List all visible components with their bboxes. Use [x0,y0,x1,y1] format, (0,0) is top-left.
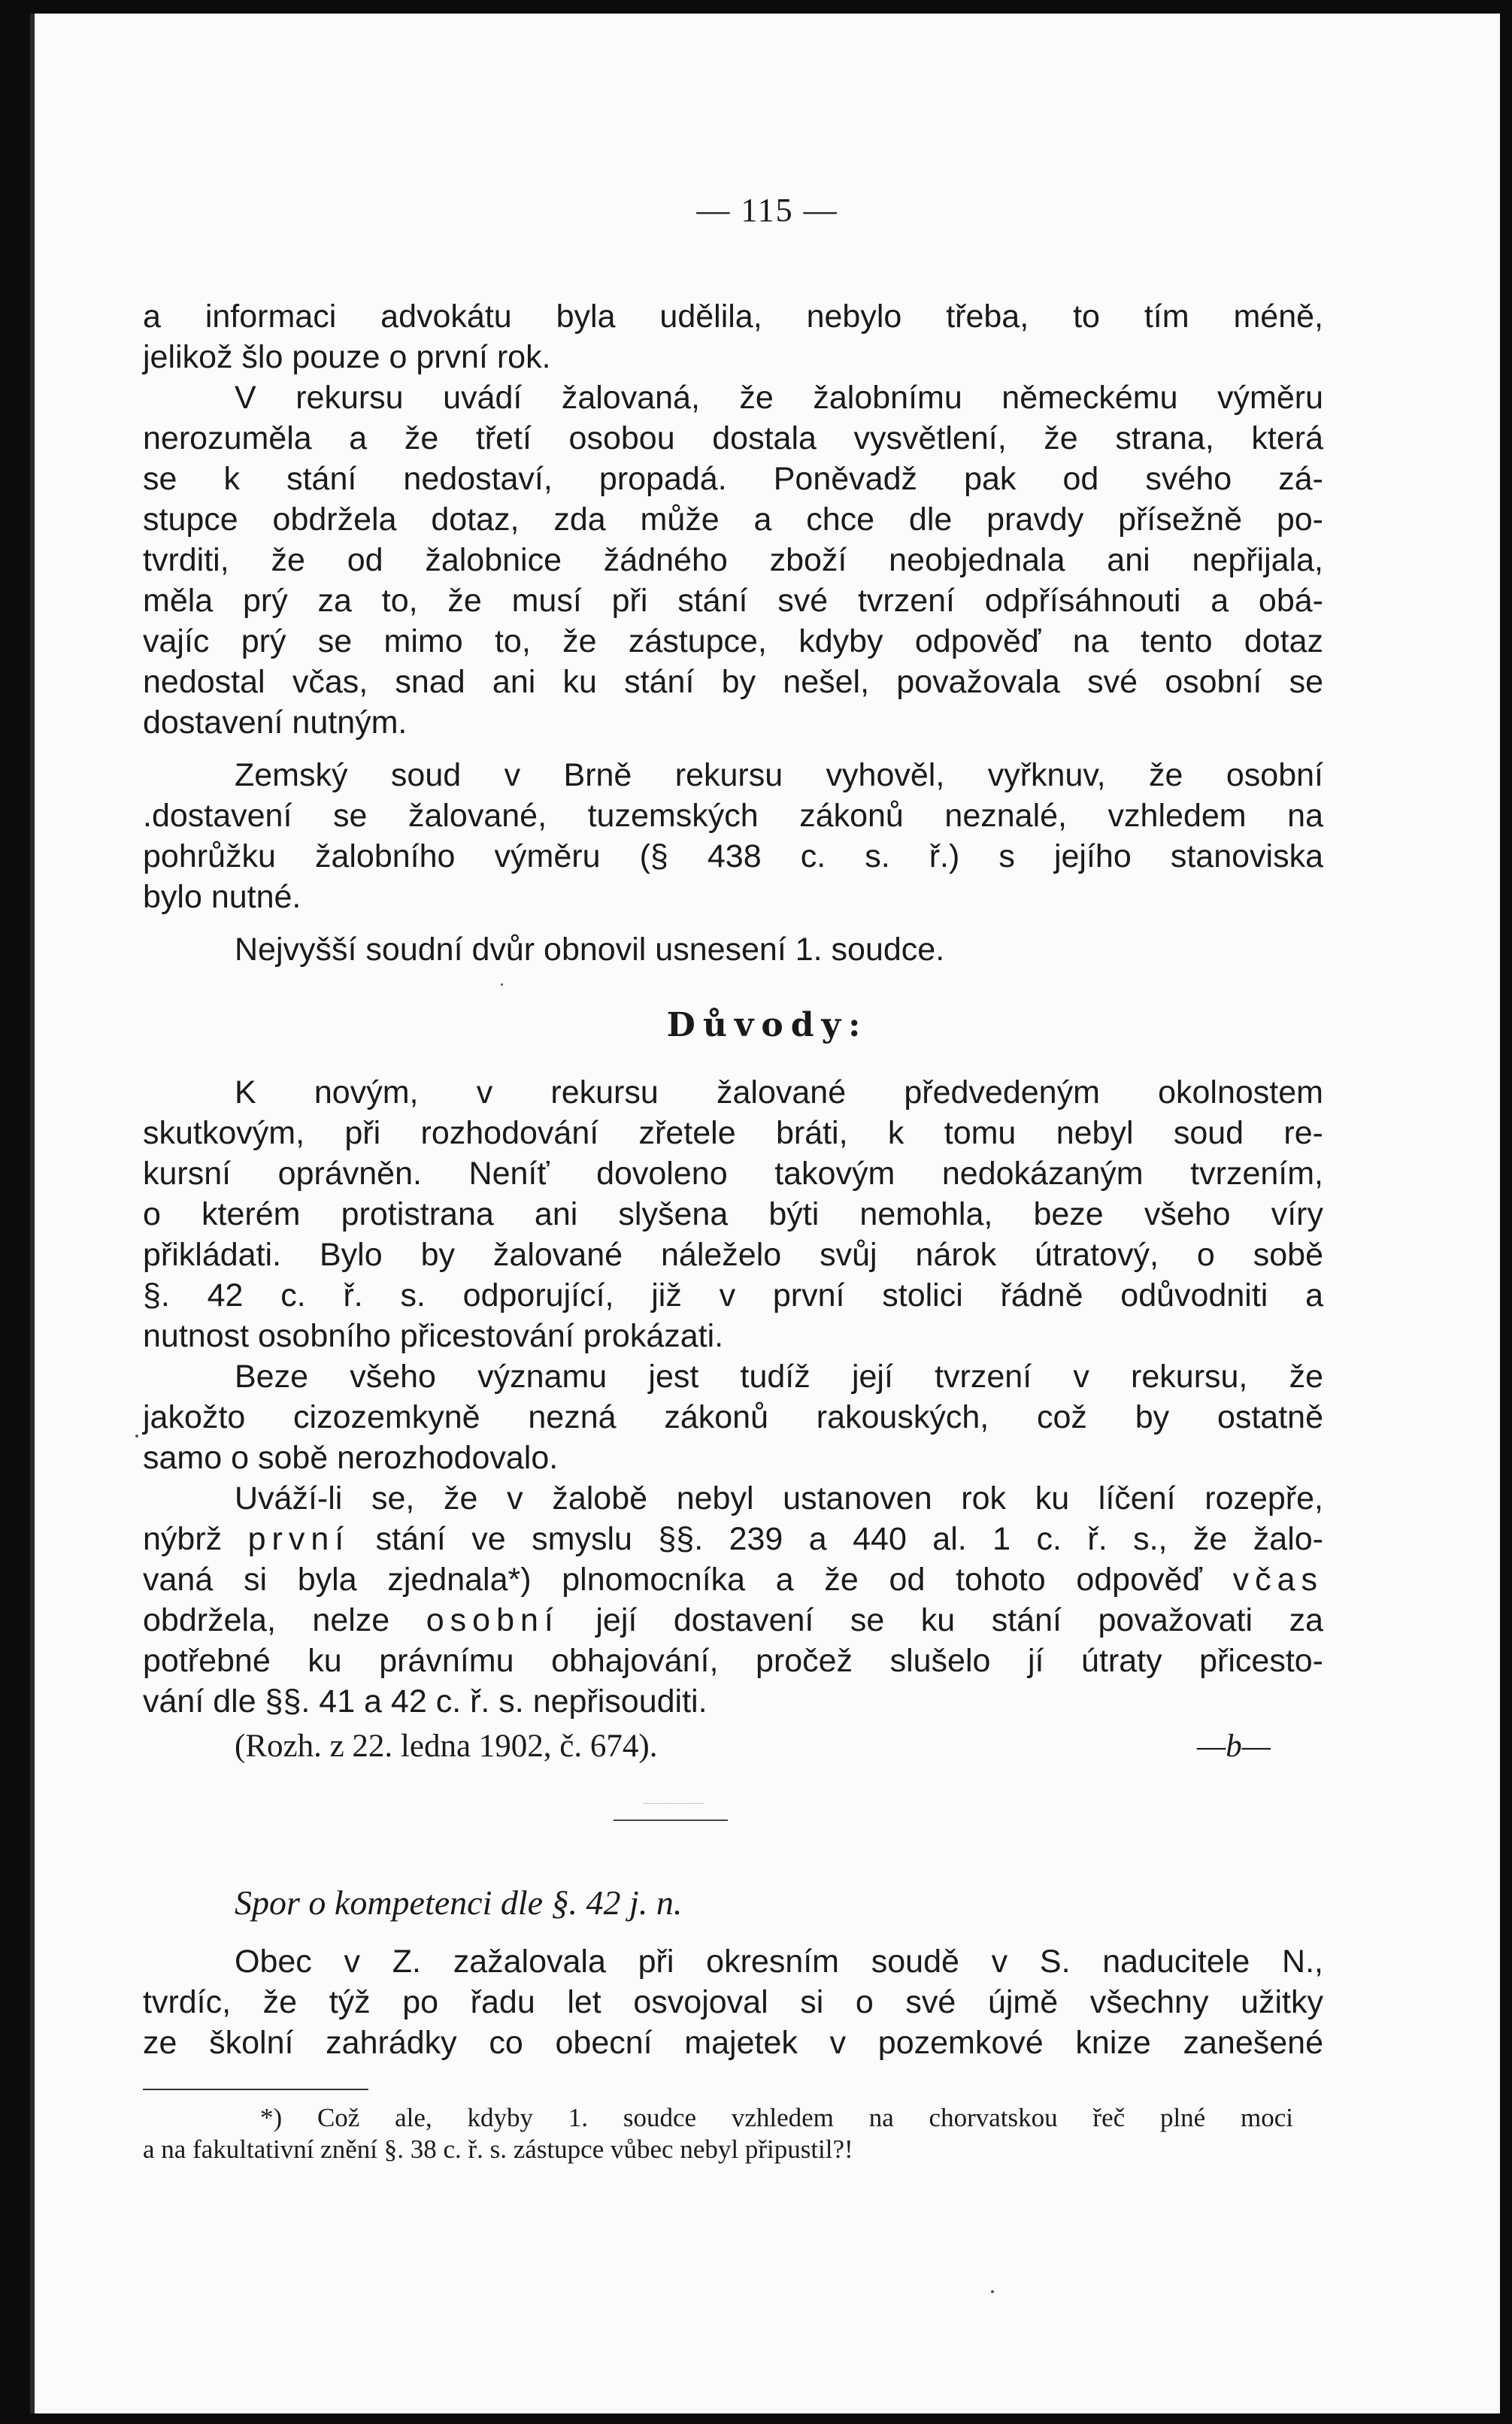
text-line: a informaci advokátu byla udělila, nebylo třeba, to tím méně, [143,298,1323,335]
text-line: Beze všeho významu jest tudíž její tvrzení v rekursu, že [235,1359,1323,1395]
text-line: Obec v Z. zažalovala při okresním soudě v S. naducitele N., [235,1944,1323,1980]
scan-speck [991,2290,994,2293]
text-line: tvrditi, že od žalobnice žádného zboží neobjednala ani nepřijala, [143,542,1323,578]
text-line: o kterém protistrana ani slyšena býti nemohla, beze všeho víry [143,1196,1323,1232]
text-line: samo o sobě nerozhodovalo. [143,1440,559,1476]
text-line: Nejvyšší soudní dvůr obnovil usnesení 1. soudce. [235,932,945,968]
text-line: nedostal včas, snad ani ku stání by nešel, považovala své osobní se [143,664,1323,700]
document-page [30,14,1500,2413]
text-line: pohrůžku žalobního výměru (§ 438 c. s. ř.) s jejího stanoviska [143,838,1323,874]
body-text-section2 [143,1941,1323,2063]
author-signature: —b— [1197,1729,1271,1764]
text-fragment: nýbrž [143,1521,248,1557]
spaced-emphasis: osobní [426,1602,559,1638]
spaced-emphasis: včas [1232,1562,1323,1598]
text-line: K novým, v rekursu žalované předvedeným okolnostem [235,1074,1323,1110]
text-line: V rekursu uvádí žalovaná, že žalobnímu německému výměru [235,380,1323,416]
citation-line [143,1726,1323,1767]
dotted-separator [644,1803,704,1804]
text-line: bylo nutné. [143,879,301,915]
text-fragment: stání ve smyslu §§. 239 a 440 al. 1 c. ř. s., že žalo- [350,1521,1323,1557]
footnote-rule [143,2089,368,2090]
text-line: tvrdíc, že týž po řadu let osvojoval si o své újmě všechny užitky [143,1984,1323,2020]
text-line [143,1559,1323,1600]
text-line: vání dle §§. 41 a 42 c. ř. s. nepřisouditi. [143,1683,708,1720]
section-heading: Důvody: [666,1006,868,1044]
footnote-line: *) Což ale, kdyby 1. soudce vzhledem na chorvatskou řeč plné moci [260,2103,1293,2132]
text-line: ze školní zahrádky co obecní majetek v pozemkové knize zanešené [143,2025,1323,2061]
footnote-line: a na fakultativní znění §. 38 c. ř. s. zástupce vůbec nebyl připustil?! [143,2135,853,2164]
scan-speck [501,983,503,986]
text-line: kursní oprávněn. Neníť dovoleno takovým nedokázaným tvrzením, [143,1156,1323,1192]
citation-text: (Rozh. z 22. ledna 1902, č. 674). [235,1729,658,1764]
text-line: nutnost osobního přicestování prokázati. [143,1318,724,1354]
scan-speck [135,1435,138,1438]
text-line: stupce obdržela dotaz, zda může a chce dle pravdy přísežně po- [143,501,1323,538]
spaced-emphasis: první [247,1521,350,1557]
text-fragment: její dostavení se ku stání považovati za [559,1602,1323,1638]
text-line: jelikož šlo pouze o první rok. [143,339,551,375]
page-number: — 115 — [696,192,838,229]
text-line: potřebné ku právnímu obhajování, pročež slušelo jí útraty přicesto- [143,1643,1323,1679]
footnote [143,2102,1293,2165]
text-fragment: obdržela, nelze [143,1602,426,1638]
body-text-lower [143,1072,1323,1767]
text-line: skutkovým, při rozhodování zřetele bráti, k tomu nebyl soud re- [143,1115,1323,1151]
text-line: vajíc prý se mimo to, že zástupce, kdyby odpověď na tento dotaz [143,623,1323,659]
section-title: Spor o kompetenci dle §. 42 j. n. [235,1883,683,1922]
text-line: nerozuměla a že třetí osobou dostala vysvětlení, že strana, která [143,420,1323,456]
text-line: jakožto cizozemkyně nezná zákonů rakouských, což by ostatně [143,1399,1323,1435]
text-line: .dostavení se žalované, tuzemských zákonů neznalé, vzhledem na [143,798,1323,834]
text-line: Uváží-li se, že v žalobě nebyl ustanoven rok ku líčení rozepře, [235,1480,1323,1517]
text-line [143,1519,1323,1559]
text-line: se k stání nedostaví, propadá. Poněvadž pak od svého zá- [143,461,1323,497]
text-line: přikládati. Bylo by žalované náleželo svůj nárok útratový, o sobě [143,1237,1323,1273]
text-line: dostavení nutným. [143,704,408,741]
text-line: měla prý za to, že musí při stání své tvrzení odpřísáhnouti a obá- [143,583,1323,619]
text-line: Zemský soud v Brně rekursu vyhověl, vyřknuv, že osobní [235,757,1323,793]
body-text-upper [143,296,1323,970]
text-line [143,1600,1323,1641]
text-line: §. 42 c. ř. s. odporující, již v první stolici řádně odůvodniti a [143,1277,1323,1314]
text-fragment: vaná si byla zjednala*) plnomocníka a že od tohoto odpověď [143,1562,1233,1598]
section-separator [614,1820,728,1821]
